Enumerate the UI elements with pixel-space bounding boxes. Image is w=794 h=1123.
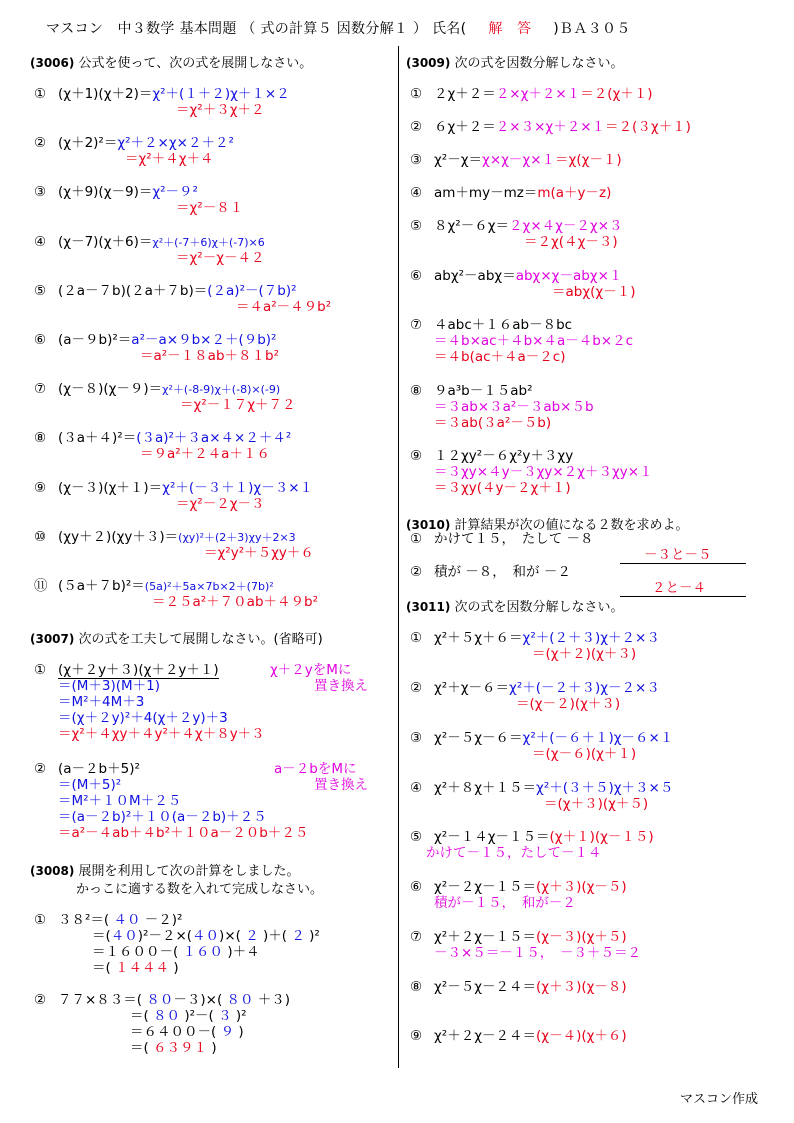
problem-number: ⑥ (410, 268, 423, 284)
problem-number: ④ (410, 780, 423, 796)
problem-expression: (a－９b)²＝ (58, 332, 132, 348)
answer-mark: 解 答 (488, 21, 532, 37)
step-3007-2-4: ＝(a－２b)²＋１０(a－２b)＋２５ (58, 809, 267, 825)
problem-number: ① (410, 531, 423, 547)
section-title: 計算結果が次の値になる２数を求めよ。 (450, 518, 689, 533)
expression-part: ＝１６００－( (92, 944, 183, 960)
problem-3011-3 (410, 730, 673, 746)
answer-3009-9: ＝３χy(４y－２χ＋１) (434, 480, 571, 496)
fill-answer: ８０ (226, 992, 254, 1008)
expression-part: ) (207, 1040, 217, 1056)
problem-3006-5 (34, 283, 297, 299)
footer-credit: マスコン作成 (679, 1092, 758, 1107)
expression-part: ＝( (92, 960, 116, 976)
problem-expression: (a－２b＋5)² (58, 761, 140, 777)
answer-3006-5: ＝４a²－４９b² (236, 299, 332, 315)
expression-part: )＋４ (223, 944, 260, 960)
expression-part: )＋( (258, 928, 292, 944)
section-title: 展開を利用して次の計算をしました。 (74, 864, 300, 879)
expression-part: ) (169, 960, 179, 976)
problem-expression: (χ－7)(χ＋6)＝ (58, 234, 153, 250)
working-step: ２χ×４χ－２χ×３ (509, 218, 623, 234)
working-step: χ²＋(-8-9)χ＋(-8)×(-9) (162, 383, 281, 396)
problem-number: ⑦ (410, 929, 423, 945)
expression-part: ) (234, 1024, 244, 1040)
working-step: (χy)²＋(2＋3)χy＋2×3 (178, 531, 296, 544)
problem-expression: １２χy²－６χ²y＋３χy (434, 448, 574, 464)
fill-answer: ３ (218, 1008, 232, 1024)
working-step: χ²＋(３＋５)χ＋３×５ (536, 780, 674, 796)
problem-number: ⑦ (410, 317, 423, 333)
expression-part: )² (304, 928, 320, 944)
section-title: 公式を使って、次の式を展開しなさい。 (74, 56, 313, 71)
problem-number: ⑤ (34, 283, 47, 299)
expression-part: －３)×( (173, 992, 227, 1008)
answer: (χ＋３)(χ－８) (536, 979, 627, 995)
problem-3009-4 (410, 185, 611, 201)
problem-3011-9 (410, 1028, 627, 1044)
problem-number: ② (34, 761, 47, 777)
problem-3010-2 (410, 564, 571, 580)
problem-3009-3 (410, 152, 622, 168)
expression-part: ＝( (130, 1008, 154, 1024)
section-number: (3010) (406, 518, 451, 532)
problem-number: ② (410, 564, 423, 580)
problem-number: ④ (410, 185, 423, 201)
step-3008-2-4 (130, 1040, 217, 1056)
step-3008-1-4 (92, 960, 179, 976)
working-step: χ²＋(－２＋３)χ－２×３ (509, 680, 660, 696)
answer: (χ＋１)(χ－１５) (549, 829, 654, 845)
step-3009-9: ＝３χy×４y－３χy×２χ＋３χy×１ (434, 464, 653, 480)
problem-text: 積が －８， 和が －２ (434, 564, 571, 580)
note-3007-2a: a－２bをMに (274, 761, 357, 777)
problem-3011-1 (410, 630, 660, 646)
working-step: χ²＋(－６＋１)χ－６×１ (522, 730, 674, 746)
problem-3009-9 (410, 448, 573, 464)
answer-3011-1: ＝(χ＋２)(χ＋３) (532, 646, 637, 662)
problem-3006-9 (34, 480, 313, 496)
problem-expression: (χ＋２y＋３)(χ＋２y＋１) (58, 662, 219, 678)
fill-answer: ２ (245, 928, 259, 944)
problem-3006-3 (34, 184, 198, 200)
step-3008-1-3 (92, 944, 260, 960)
step-3008-2-2 (130, 1008, 247, 1024)
fill-answer: ９ (220, 1024, 235, 1040)
problem-3009-2 (410, 119, 691, 135)
problem-number: ③ (410, 730, 423, 746)
problem-number: ① (410, 630, 423, 646)
problem-3009-7 (410, 317, 572, 333)
problem-expression: (３a＋４)²＝ (58, 430, 137, 446)
step-3007-2-3: ＝M²＋１０M＋２５ (58, 793, 182, 809)
problem-3007-2 (34, 761, 140, 777)
section-number: (3011) (406, 600, 451, 614)
working-step: χ²－９² (152, 184, 198, 200)
answer-3009-7: ＝４b(ac＋４a－２c) (434, 349, 566, 365)
problem-number: ① (34, 912, 47, 928)
working-step: ２×χ＋２×１ (495, 86, 581, 102)
step-3007-1-3: ＝M²＋4M＋3 (58, 694, 145, 710)
problem-expression: χ²＋５χ＋６＝ (434, 630, 523, 646)
expression-part: －２)² (140, 912, 183, 928)
answer-3006-8: ＝９a²＋２４a＋１６ (140, 446, 270, 462)
answer-3010-1: －３と－５ (644, 547, 712, 563)
problem-3006-10 (34, 529, 296, 546)
problem-number: ⑩ (34, 529, 47, 545)
problem-3011-5 (410, 829, 654, 845)
problem-number: ⑨ (410, 448, 423, 464)
answer: (χ－４)(χ＋６) (536, 1028, 627, 1044)
working-step: χ²＋(２＋３)χ＋２×３ (522, 630, 660, 646)
answer: ＝χ(χ－１) (555, 152, 622, 168)
answer-3009-8: ＝３ab(３a²－５b) (434, 415, 552, 431)
section-title: 次の式を因数分解しなさい。 (450, 600, 624, 615)
problem-expression: χ²－５χ－２４＝ (434, 979, 537, 995)
answer-3006-10: ＝χ²y²＋５χy＋６ (204, 545, 314, 561)
step-3008-2-3 (130, 1024, 244, 1040)
answer-3006-11: ＝２５a²＋７０ab＋４９b² (152, 594, 319, 610)
problem-number: ⑧ (410, 979, 423, 995)
fill-answer: ４０ (192, 928, 220, 944)
working-step: χ²＋(１＋２)χ＋１×２ (152, 86, 290, 102)
column-divider (398, 46, 399, 1068)
problem-number: ② (34, 992, 47, 1008)
section-number: (3007) (30, 632, 75, 646)
note-3007-2b: 置き換え (314, 777, 368, 793)
section-title: 次の式を因数分解しなさい。 (450, 56, 624, 71)
working-step: abχ×χ－abχ×１ (515, 268, 623, 284)
problem-3011-7 (410, 929, 627, 945)
working-step: (２a)²－(７b)² (207, 283, 297, 299)
answer-3006-3: ＝χ²－８１ (176, 200, 244, 216)
expression-part: )²－( (180, 1008, 219, 1024)
problem-3007-1 (34, 662, 219, 678)
section-3007-heading (30, 628, 323, 647)
working-step: χ×χ－χ×１ (482, 152, 556, 168)
problem-number: ⑦ (34, 381, 47, 397)
problem-3009-5 (410, 218, 623, 234)
answer-3006-6: ＝a²－１８ab＋８１b² (140, 348, 280, 364)
problem-expression: (５a＋７b)²＝ (58, 578, 145, 594)
problem-text: かけて１５， たして －８ (434, 531, 594, 547)
working-step: a²－a×９b×２＋(９b)² (131, 332, 277, 348)
problem-3008-2 (34, 992, 290, 1008)
header-code: )ＢＡ３０５ (553, 21, 631, 37)
section-3009-heading (406, 52, 624, 71)
problem-number: ④ (34, 234, 47, 250)
problem-number: ③ (410, 152, 423, 168)
problem-number: ⑥ (34, 332, 47, 348)
working-step: χ²＋(-7＋6)χ＋(-7)×6 (152, 236, 265, 249)
problem-number: ① (410, 86, 423, 102)
fill-answer: ６３９１ (153, 1040, 208, 1056)
problem-3008-1 (34, 912, 182, 928)
working-step: (３a)²＋３a×４×２＋４² (136, 430, 292, 446)
problem-expression: χ²－χ＝ (434, 152, 483, 168)
fill-answer: ４０ (110, 928, 138, 944)
expression-part: ＝６４００－( (130, 1024, 221, 1040)
section-number: (3008) (30, 864, 75, 878)
note-3011-6: 積が－１５， 和が－２ (434, 895, 576, 911)
section-title: 次の式を工夫して展開しなさい。(省略可) (74, 632, 323, 647)
problem-number: ① (34, 86, 47, 102)
problem-number: ⑧ (34, 430, 47, 446)
problem-3009-1 (410, 86, 653, 102)
problem-expression: ６χ＋２＝ (434, 119, 496, 135)
problem-3009-8 (410, 383, 533, 399)
section-3008-heading (30, 860, 300, 879)
answer-3007-2: ＝a²－４ab＋４b²＋１０a－２０b＋２５ (58, 825, 309, 841)
problem-expression: χ²＋χ－６＝ (434, 680, 510, 696)
answer-3006-1: ＝χ²＋３χ＋２ (176, 102, 265, 118)
section-number: (3009) (406, 56, 451, 70)
answer: ＝２(χ＋１) (580, 86, 653, 102)
problem-3009-6 (410, 268, 622, 284)
expression-part: )²－２×( (137, 928, 193, 944)
page-header (46, 18, 631, 38)
answer-3011-2: ＝(χ－２)(χ＋３) (516, 696, 621, 712)
problem-number: ⑤ (410, 829, 423, 845)
problem-3011-8 (410, 979, 627, 995)
problem-number: ⑨ (34, 480, 47, 496)
answer-3007-1: ＝χ²＋４χy＋４y²＋４χ＋８y＋３ (58, 726, 265, 742)
problem-3006-2 (34, 135, 234, 151)
expression-part: ７７×８３＝( (58, 992, 147, 1008)
fill-answer: ８０ (153, 1008, 181, 1024)
section-3011-heading (406, 596, 624, 615)
problem-expression: χ²＋２χ－１５＝ (434, 929, 537, 945)
problem-3011-4 (410, 780, 673, 796)
problem-3011-6 (410, 879, 627, 895)
problem-expression: ９a³b－１５ab² (434, 383, 533, 399)
answer-3006-9: ＝χ²－２χ－３ (176, 496, 265, 512)
problem-number: ② (34, 135, 47, 151)
fill-answer: １４４４ (115, 960, 170, 976)
answer-3006-7: ＝χ²－１７χ＋７２ (180, 397, 296, 413)
problem-number: ② (410, 119, 423, 135)
fill-answer: ８０ (146, 992, 174, 1008)
problem-expression: χ²＋２χ－２４＝ (434, 1028, 537, 1044)
problem-number: ① (34, 662, 47, 678)
step-3009-7: ＝４b×ac＋４b×４a－４b×２c (434, 333, 634, 349)
working-step: χ²＋(－３＋１)χ－３×１ (162, 480, 314, 496)
expression-part: ＝( (130, 1040, 154, 1056)
problem-3006-1 (34, 86, 290, 102)
step-3007-2-2: ＝(M＋5)² (58, 777, 122, 793)
step-3007-1-4: ＝(χ＋２y)²＋4(χ＋２y)＋3 (58, 710, 228, 726)
problem-number: ③ (34, 184, 47, 200)
note-3007-1b: 置き換え (314, 678, 368, 694)
problem-expression: abχ²－abχ＝ (434, 268, 516, 284)
problem-3006-6 (34, 332, 276, 348)
problem-3006-7 (34, 381, 280, 398)
header-title: マスコン 中３数学 基本問題 （ 式の計算５ 因数分解１ ） 氏名( (46, 21, 467, 37)
fill-answer: １６０ (182, 944, 224, 960)
answer-3006-4: ＝χ²－χ－４２ (176, 250, 265, 266)
problem-expression: ２χ＋２＝ (434, 86, 496, 102)
note-3007-1a: χ＋２yをMに (270, 662, 352, 678)
step-3007-1-2: ＝(M＋3)(M＋1) (58, 678, 161, 694)
note-3011-7: －３×５＝－１５， －３＋５＝２ (434, 945, 642, 961)
expression-part: ＝( (92, 928, 111, 944)
step-3008-1-2 (92, 928, 320, 944)
problem-3010-1 (410, 531, 594, 547)
answer: (χ＋３)(χ－５) (536, 879, 627, 895)
problem-expression: ４abc＋１６ab－８bc (434, 317, 573, 333)
problem-3006-4 (34, 234, 265, 251)
expression-part: ３８²＝( (58, 912, 114, 928)
section-number: (3006) (30, 56, 75, 70)
problem-expression: am＋my－mz＝ (434, 185, 538, 201)
problem-expression: (χ－３)(χ＋１)＝ (58, 480, 163, 496)
note-3011-5: かけて－１５，たして－１４ (426, 845, 602, 861)
problem-number: ② (410, 680, 423, 696)
problem-3011-2 (410, 680, 660, 696)
expression-part: ＋３) (253, 992, 291, 1008)
fill-answer: ２ (291, 928, 305, 944)
answer-line (620, 596, 746, 597)
problem-expression: (χ＋1)(χ＋2)＝ (58, 86, 153, 102)
problem-expression: (χ－８)(χ－９)＝ (58, 381, 163, 397)
working-step: χ²＋２×χ×２＋２² (117, 135, 234, 151)
problem-expression: (χy＋２)(χy＋３)＝ (58, 529, 179, 545)
answer-line (620, 563, 746, 564)
problem-expression: ８χ²－６χ＝ (434, 218, 510, 234)
problem-3006-11 (34, 578, 274, 595)
problem-number: ⑧ (410, 383, 423, 399)
problem-number: ⑪ (34, 578, 48, 594)
problem-expression: χ²－２χ－１５＝ (434, 879, 537, 895)
section-3008-subtitle: かっこに適する数を入れて完成しなさい。 (76, 882, 324, 897)
problem-expression: (χ＋2)²＝ (58, 135, 118, 151)
fill-answer: ４０ (113, 912, 141, 928)
working-step: (5a)²＋5a×7b×2＋(7b)² (144, 580, 274, 593)
answer-3011-3: ＝(χ－６)(χ＋１) (532, 746, 637, 762)
expression-part: )×( (219, 928, 246, 944)
expression-part: )² (231, 1008, 247, 1024)
answer-3009-6: ＝abχ(χ－１) (552, 284, 636, 300)
problem-expression: (２a－７b)(２a＋７b)＝ (58, 283, 208, 299)
answer: ＝２(３χ＋１) (605, 119, 691, 135)
step-3009-8: ＝３ab×３a²－３ab×５b (434, 399, 594, 415)
problem-expression: χ²－１４χ－１５＝ (434, 829, 550, 845)
problem-number: ⑨ (410, 1028, 423, 1044)
answer-3010-2: ２と－４ (652, 580, 706, 596)
problem-number: ⑤ (410, 218, 423, 234)
problem-3006-8 (34, 430, 291, 446)
problem-expression: (χ＋9)(χ－9)＝ (58, 184, 153, 200)
answer: m(a＋y－z) (537, 185, 612, 201)
working-step: ２×３×χ＋２×１ (495, 119, 606, 135)
answer-3006-2: ＝χ²＋４χ＋４ (125, 151, 214, 167)
answer: (χ－３)(χ＋５) (536, 929, 627, 945)
problem-number: ⑥ (410, 879, 423, 895)
problem-expression: χ²－５χ－６＝ (434, 730, 523, 746)
problem-expression: χ²＋８χ＋１５＝ (434, 780, 537, 796)
section-3006-heading (30, 52, 312, 71)
answer-3009-5: ＝２χ(４χ－３) (524, 234, 618, 250)
answer-3011-4: ＝(χ＋３)(χ＋５) (544, 796, 649, 812)
